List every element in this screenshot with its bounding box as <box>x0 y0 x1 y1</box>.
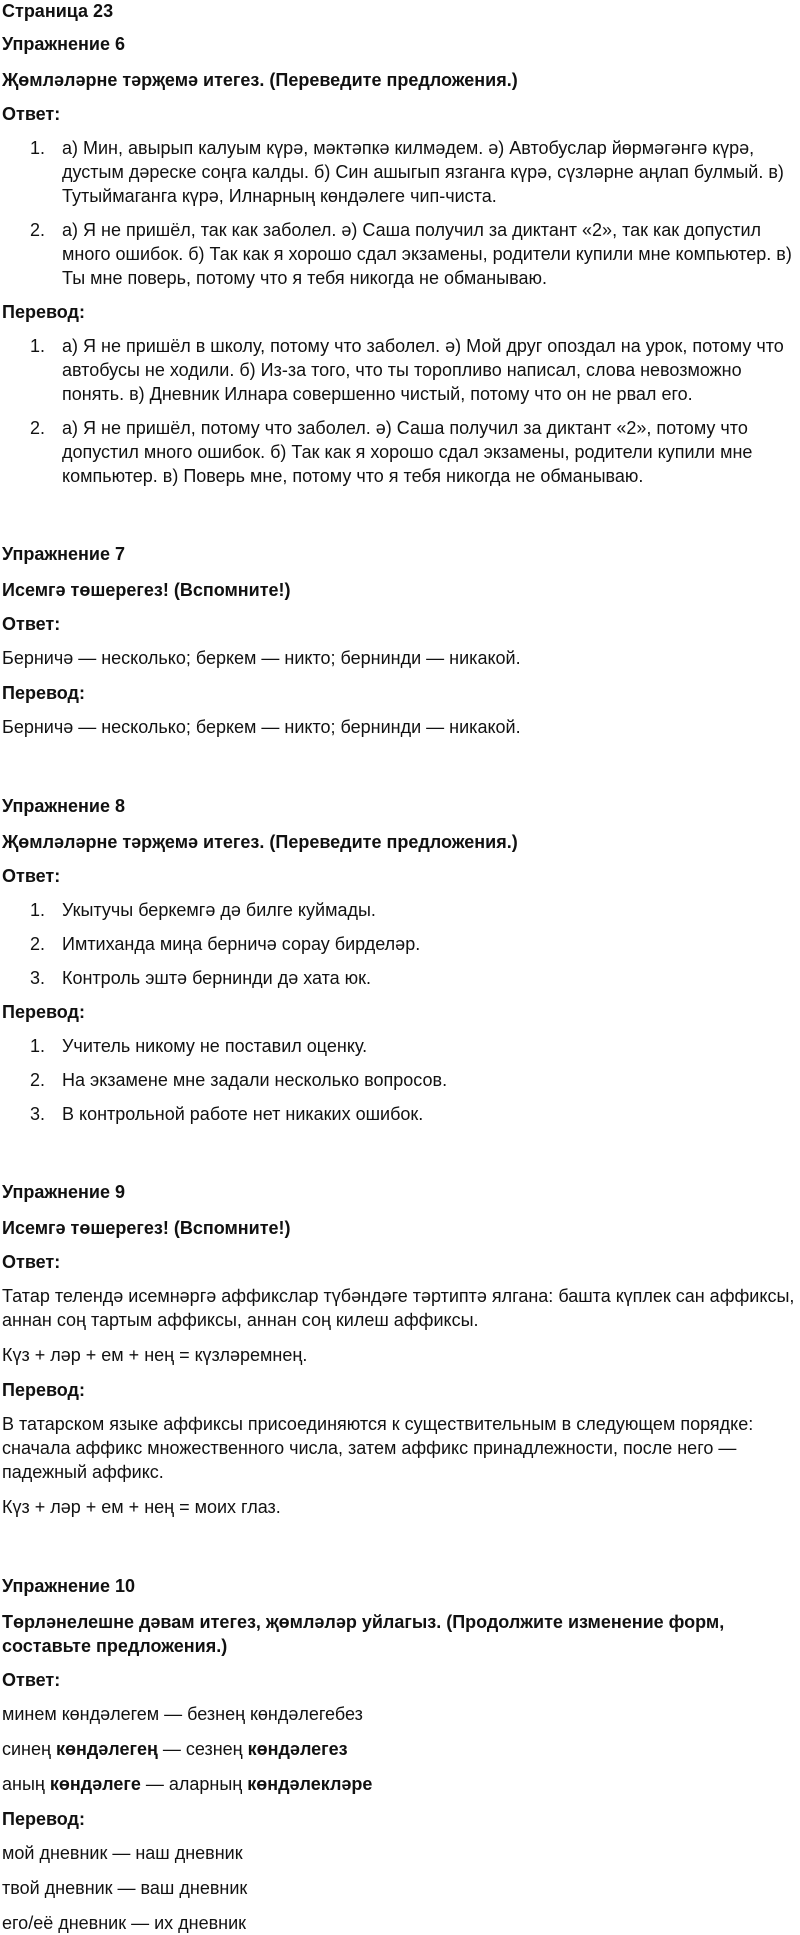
exercise-instruction: Исемгә төшерегез! (Вспомните!) <box>2 1218 291 1238</box>
translation-label: Перевод: <box>2 1809 85 1829</box>
list-item: 2. Имтиханда миңа берничә сорау бирделәр. <box>30 934 421 954</box>
exercise-title: Упражнение 7 <box>2 544 125 564</box>
exercise-title: Упражнение 10 <box>2 1576 136 1596</box>
exercise-10 <box>2 1574 800 1935</box>
list-item: 1. Укытучы беркемгә дә билге куймады. <box>30 900 376 920</box>
list-item: 3. Контроль эштә бернинди дә хата юк. <box>30 968 372 988</box>
exercise-8 <box>2 794 800 1126</box>
list-item: 2. а) Я не пришёл, так как заболел. ә) Саша получил за диктант «2», так как допустил много ошибок. б) Так как я хорошо сдал экзамены, родители купили мне компьютер. в) Ты мне поверь, потому что я тебя никогда не обманываю. <box>30 220 792 288</box>
exercise-instruction: Җөмләләрне тәрҗемә итегез. (Переведите предложения.) <box>2 832 518 852</box>
exercise-instruction: Җөмләләрне тәрҗемә итегез. (Переведите предложения.) <box>2 70 518 90</box>
answer-label: Ответ: <box>2 866 61 886</box>
translation-list <box>2 1034 800 1126</box>
list-item: 1. Учитель никому не поставил оценку. <box>30 1036 368 1056</box>
exercise-9 <box>2 1180 800 1519</box>
answer-text: Татар телендә исемнәргә аффикслар түбәндәге тәртиптә ялгана: башта күплек сан аффиксы, аннан соң тартым аффиксы, аннан соң килеш аффиксы. <box>2 1286 795 1330</box>
answer-row: аның көндәлеге — аларның көндәлекләре <box>2 1774 373 1794</box>
answer-list <box>2 898 800 990</box>
page-title: Страница 23 <box>2 1 114 21</box>
answer-label: Ответ: <box>2 1252 61 1272</box>
answer-label: Ответ: <box>2 1670 61 1690</box>
exercise-title: Упражнение 8 <box>2 796 125 816</box>
exercise-7 <box>2 542 800 739</box>
translation-label: Перевод: <box>2 302 85 322</box>
exercise-title: Упражнение 9 <box>2 1182 125 1202</box>
translation-text: Берничә — несколько; беркем — никто; бернинди — никакой. <box>2 717 521 737</box>
list-item: 3. В контрольной работе нет никаких ошибок. <box>30 1104 424 1124</box>
answer-label: Ответ: <box>2 104 61 124</box>
answer-formula: Күз + ләр + ем + нең = күзләремнең. <box>2 1345 308 1365</box>
translation-formula: Күз + ләр + ем + нең = моих глаз. <box>2 1497 281 1517</box>
exercise-6 <box>2 32 800 488</box>
answer-list <box>2 136 800 290</box>
translation-label: Перевод: <box>2 1002 85 1022</box>
list-item: 1. а) Мин, авырып калуым күрә, мәктәпкә килмәдем. ә) Автобуслар йөрмәгәнгә күрә, дустым дәреске соңга калды. б) Син ашыгып язганга күрә, сүзләрне аңлап булмый. в) Тутыймаганга күрә, Илнарның көндәлеге чип-чиста. <box>30 138 784 206</box>
exercise-instruction: Исемгә төшерегез! (Вспомните!) <box>2 580 291 600</box>
list-item: 2. На экзамене мне задали несколько вопросов. <box>30 1070 448 1090</box>
exercise-title: Упражнение 6 <box>2 34 125 54</box>
list-item: 1. а) Я не пришёл в школу, потому что заболел. ә) Мой друг опоздал на урок, потому что автобусы не ходили. б) Из-за того, что ты торопливо написал, слова невозможно понять. в) Дневник Илнара совершенно чистый, потому что он не рвал его. <box>30 336 784 404</box>
translation-row: мой дневник — наш дневник <box>2 1843 243 1863</box>
translation-label: Перевод: <box>2 683 85 703</box>
translation-text: В татарском языке аффиксы присоединяются к существительным в следующем порядке: сначала аффикс множественного числа, затем аффикс принадлежности, после него — падежный аффикс. <box>2 1414 754 1482</box>
answer-row: синең көндәлегең — сезнең көндәлегез <box>2 1739 348 1759</box>
answer-label: Ответ: <box>2 614 61 634</box>
translation-row: его/её дневник — их дневник <box>2 1913 247 1933</box>
answer-text: Берничә — несколько; беркем — никто; бернинди — никакой. <box>2 648 521 668</box>
translation-list <box>2 334 800 488</box>
answer-row: минем көндәлегем — безнең көндәлегебез <box>2 1704 363 1724</box>
translation-row: твой дневник — ваш дневник <box>2 1878 248 1898</box>
list-item: 2. а) Я не пришёл, потому что заболел. ә) Саша получил за диктант «2», потому что допустил много ошибок. б) Так как я хорошо сдал экзамены, родители купили мне компьютер. в) Поверь мне, потому что я тебя никогда не обманываю. <box>30 418 753 486</box>
exercise-instruction: Төрләнелешне дәвам итегез, җөмләләр уйлагыз. (Продолжите изменение форм, составьте предложения.) <box>2 1612 725 1656</box>
translation-label: Перевод: <box>2 1380 85 1400</box>
